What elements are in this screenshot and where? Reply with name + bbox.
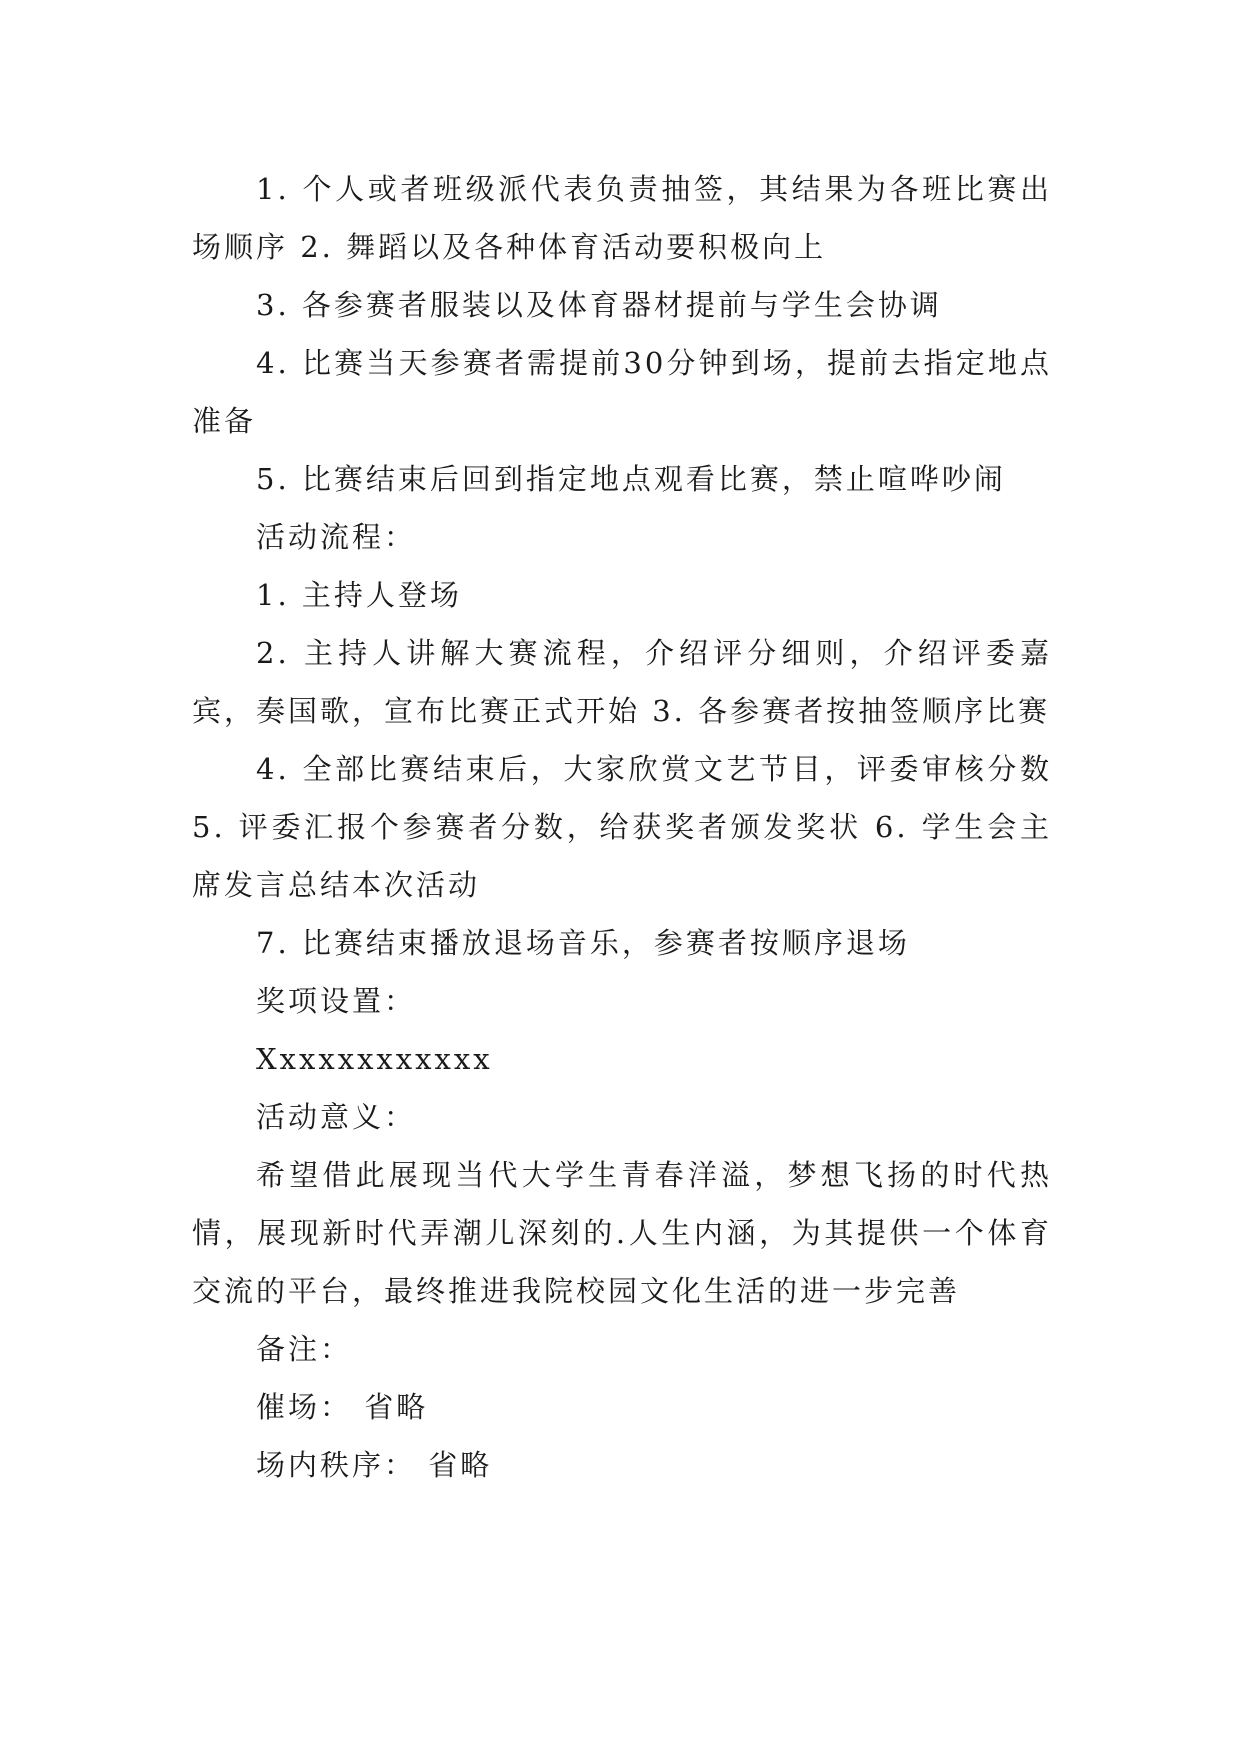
paragraph-process-7: 7. 比赛结束播放退场音乐，参赛者按顺序退场 <box>256 926 910 960</box>
heading-awards: 奖项设置： <box>256 984 417 1018</box>
paragraph-note-call: 催场： 省略 <box>256 1390 429 1424</box>
heading-activity-meaning: 活动意义： <box>256 1100 417 1134</box>
heading-activity-process: 活动流程： <box>256 520 417 554</box>
paragraph-activity-meaning: 希望借此展现当代大学生青春洋溢，梦想飞扬的时代热情，展现新时代弄潮儿深刻的.人生内涵，为其提供一个体育交流的平台，最终推进我院校园文化生活的进一步完善 <box>192 1158 1052 1308</box>
paragraph-rule-5: 5. 比赛结束后回到指定地点观看比赛，禁止喧哗吵闹 <box>256 462 1006 496</box>
paragraph-process-4-6: 4. 全部比赛结束后，大家欣赏文艺节目，评委审核分数 5. 评委汇报个参赛者分数，给获奖者颁发奖状 6. 学生会主席发言总结本次活动 <box>192 752 1052 902</box>
paragraph-awards-placeholder: Xxxxxxxxxxxx <box>256 1042 493 1076</box>
paragraph-rules-1-2: 1. 个人或者班级派代表负责抽签，其结果为各班比赛出场顺序 2. 舞蹈以及各种体育活动要积极向上 <box>192 172 1052 264</box>
heading-notes: 备注： <box>256 1332 353 1366</box>
paragraph-note-order: 场内秩序： 省略 <box>256 1448 493 1482</box>
paragraph-rule-3: 3. 各参赛者服装以及体育器材提前与学生会协调 <box>256 288 942 322</box>
paragraph-process-2-3: 2. 主持人讲解大赛流程，介绍评分细则，介绍评委嘉宾，奏国歌，宣布比赛正式开始 3. 各参赛者按抽签顺序比赛 <box>192 636 1052 728</box>
paragraph-process-1: 1. 主持人登场 <box>256 578 462 612</box>
document-page <box>192 160 1052 1494</box>
paragraph-rule-4: 4. 比赛当天参赛者需提前30分钟到场，提前去指定地点准备 <box>192 346 1052 438</box>
